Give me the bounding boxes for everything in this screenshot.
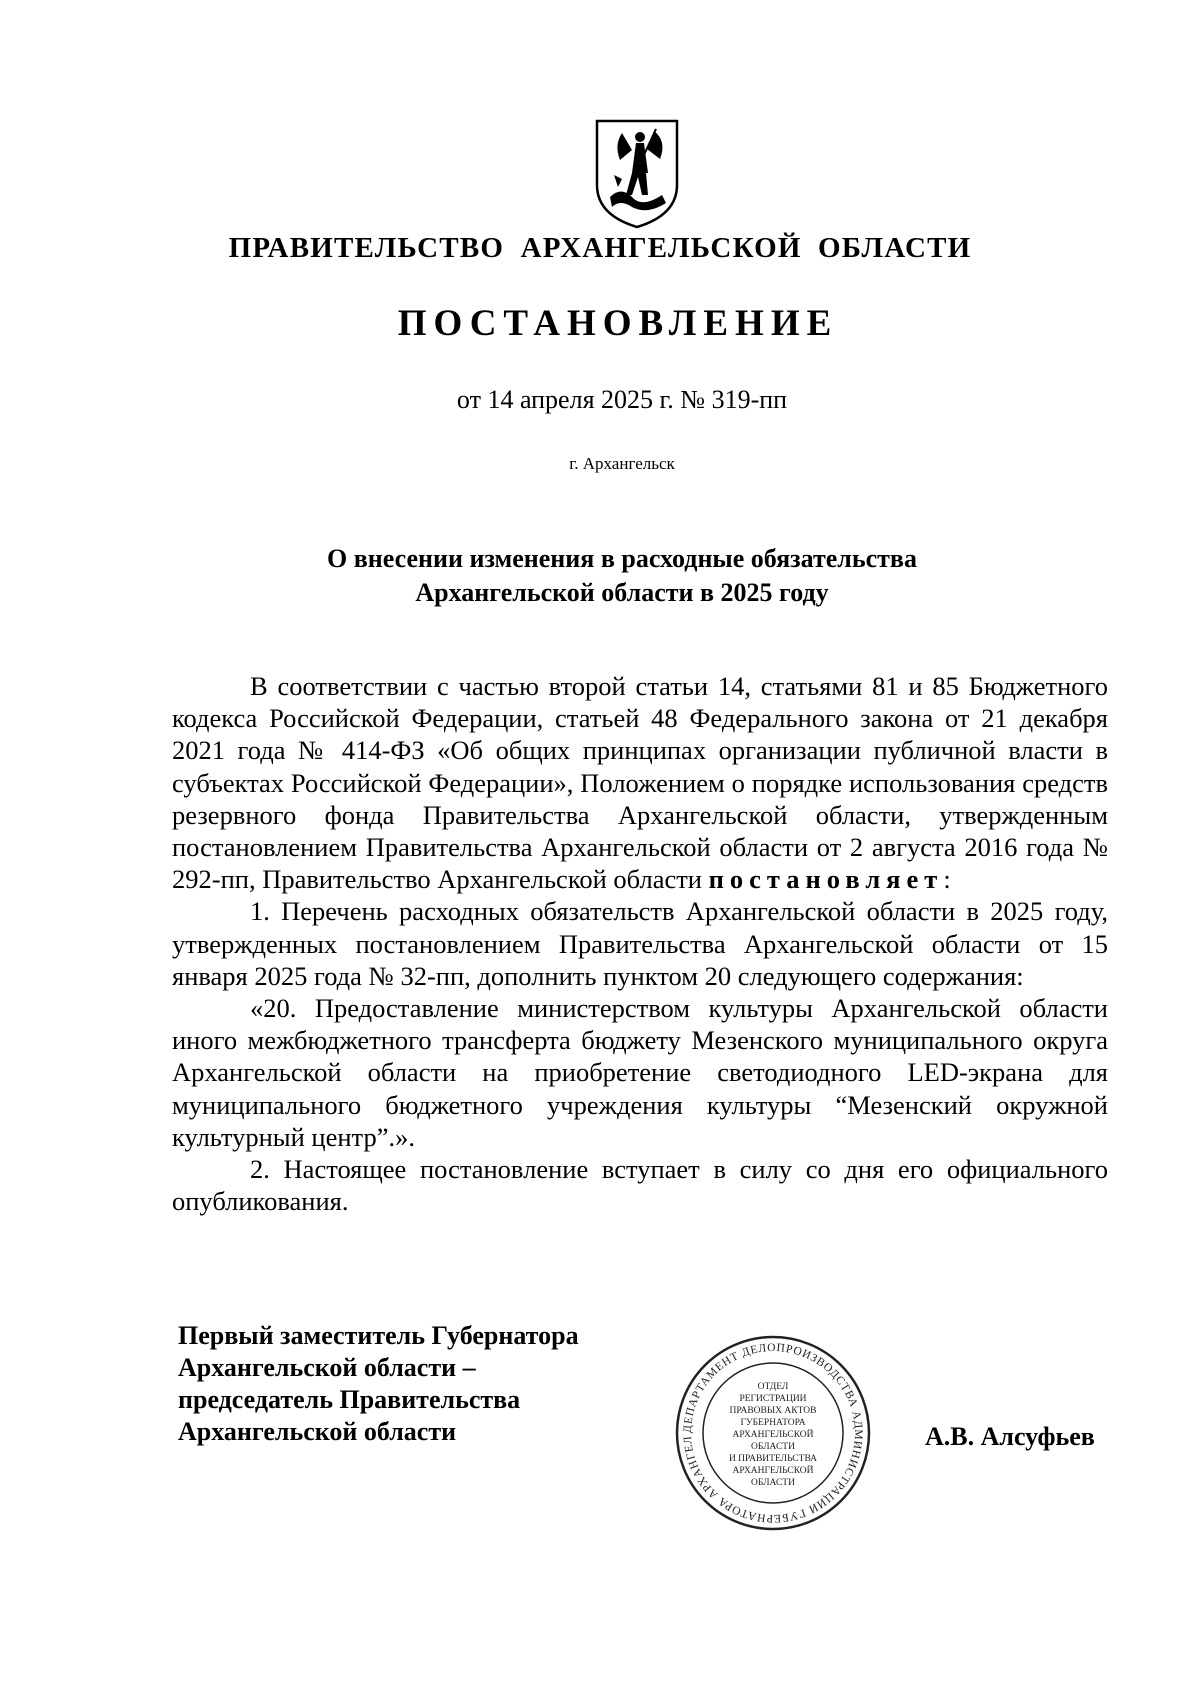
signer-position-line3: председатель Правительства [178,1385,521,1414]
paragraph-preamble [172,670,1108,895]
decree-keyword: постановляет [708,864,944,895]
paragraph-item-2: 2. Настоящее постановление вступает в силу со дня его официального опубликования. [172,1154,1108,1217]
signer-position-line4: Архангельской области [178,1417,457,1446]
preamble-text: В соответствии с частью второй статьи 14, статьями 81 и 85 Бюджетного кодекса Российской Федерации, статьей 48 Федерального закона от 21 декабря 2021 года № 414-ФЗ «Об общих принципах организации публичной власти в субъектах Российской Федерации», Положением о порядке использования средств резервного фонда Правительства Архангельской области, утвержденным постановлением Правительства Архангельской области от 2 августа 2016 года № 292-пп, Правительство Архангельской области [172,671,1108,895]
stamp-inner-line: ПРАВОВЫХ АКТОВ [729,1406,817,1416]
document-title-line1: О внесении изменения в расходные обязательства [327,544,917,573]
stamp-inner-line: ОБЛАСТИ [751,1442,795,1452]
preamble-end: : [943,864,951,895]
stamp-inner-line: ОБЛАСТИ [751,1478,795,1488]
document-title-line2: Архангельской области в 2025 году [415,578,829,607]
stamp-inner-line: И ПРАВИТЕЛЬСТВА [728,1454,818,1464]
stamp-seal-icon [673,1333,873,1533]
paragraph-item-1: 1. Перечень расходных обязательств Архангельской области в 2025 году, утвержденных постановлением Правительства Архангельской области от 15 января 2025 года № 32-пп, дополнить пунктом 20 следующего содержания: [172,896,1108,991]
signer-name: А.В. Алсуфьев [925,1422,1095,1451]
document-body [172,670,1108,1217]
document-city: г. Архангельск [569,454,675,473]
paragraph-item-20: «20. Предоставление министерством культуры Архангельской области иного межбюджетного трансферта бюджету Мезенского муниципального округа Архангельской области на приобретение светодиодного LED-экрана для муниципального бюджетного учреждения культуры “Мезенский окружной культурный центр”.». [172,993,1108,1152]
signer-position [178,1320,579,1448]
stamp-inner-line: ГУБЕРНАТОРА [740,1418,806,1428]
coat-of-arms-emblem [592,115,682,230]
signer-position-line1: Первый заместитель Губернатора [178,1321,579,1350]
stamp-inner-line: ОТДЕЛ [757,1382,789,1392]
stamp-inner-line: АРХАНГЕЛЬСКОЙ [732,1466,814,1476]
coat-of-arms-icon [592,115,682,230]
stamp-inner-line: АРХАНГЕЛЬСКОЙ [732,1430,814,1440]
organization-name: ПРАВИТЕЛЬСТВО АРХАНГЕЛЬСКОЙ ОБЛАСТИ [228,232,972,264]
stamp-outer-text: ДЕПАРТАМЕНТ ДЕЛОПРОИЗВОДСТВА АДМИНИСТРАЦИИ ГУБЕРНАТОРА АРХАНГЕЛ [681,1341,865,1525]
stamp-inner-line: РЕГИСТРАЦИИ [739,1394,807,1404]
signer-position-line2: Архангельской области – [178,1353,476,1382]
registration-stamp [673,1333,873,1533]
document-type: ПОСТАНОВЛЕНИЕ [397,303,839,344]
document-title [0,542,1200,610]
document-date-number: от 14 апреля 2025 г. № 319-пп [456,385,788,414]
